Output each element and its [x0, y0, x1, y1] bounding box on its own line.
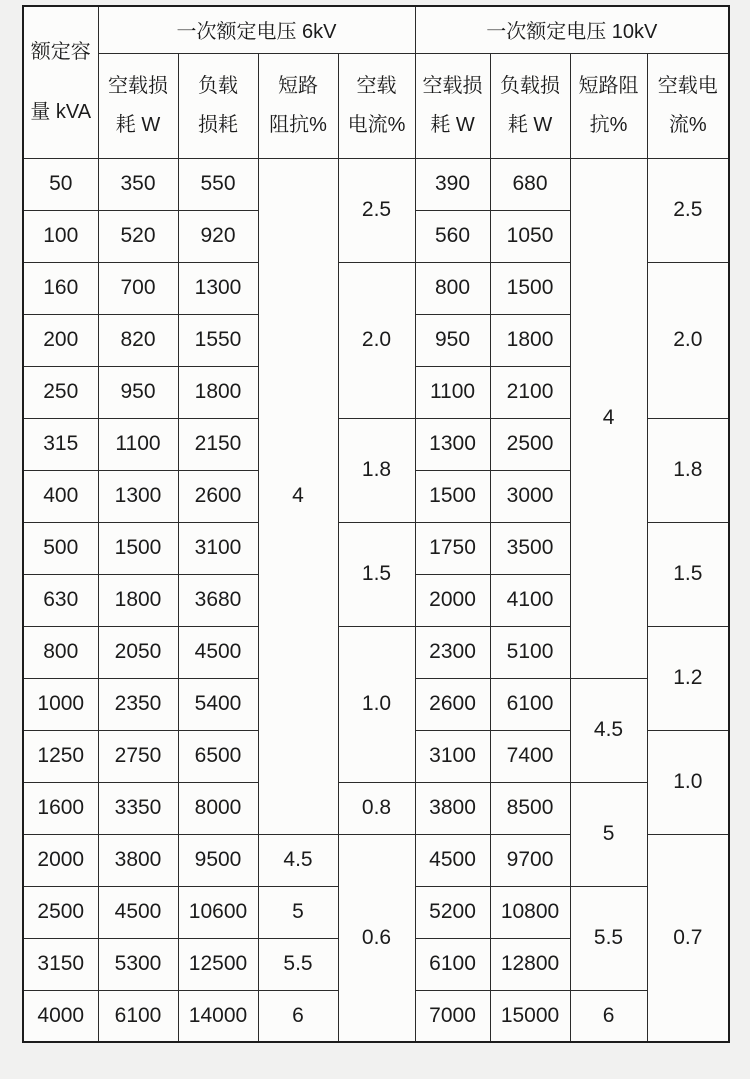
- cell-load-6kv: 550: [178, 158, 258, 210]
- cell-kva: 50: [23, 158, 98, 210]
- cell-load-6kv: 14000: [178, 990, 258, 1042]
- cell-noload-6kv: 1100: [98, 418, 178, 470]
- cell-kva: 1250: [23, 730, 98, 782]
- cell-load-10kv: 7400: [490, 730, 570, 782]
- cell-noload-10kv: 1500: [415, 470, 490, 522]
- cell-kva: 4000: [23, 990, 98, 1042]
- cell-noload-10kv: 1300: [415, 418, 490, 470]
- cell-noload-10kv: 5200: [415, 886, 490, 938]
- cell-load-6kv: 3100: [178, 522, 258, 574]
- cell-noload-6kv: 2050: [98, 626, 178, 678]
- cell-noload-6kv: 2750: [98, 730, 178, 782]
- cell-impedance-10kv: 4.5: [570, 678, 647, 782]
- cell-current-10kv: 0.7: [647, 834, 729, 1042]
- cell-current-6kv: 2.0: [338, 262, 415, 418]
- cell-kva: 630: [23, 574, 98, 626]
- cell-impedance-6kv: 4.5: [258, 834, 338, 886]
- cell-load-6kv: 920: [178, 210, 258, 262]
- cell-load-10kv: 8500: [490, 782, 570, 834]
- cell-impedance-10kv: 5: [570, 782, 647, 886]
- cell-load-10kv: 1800: [490, 314, 570, 366]
- cell-load-10kv: 5100: [490, 626, 570, 678]
- cell-kva: 160: [23, 262, 98, 314]
- header-capacity-line2: 量 kVA: [30, 101, 92, 124]
- cell-current-6kv: 0.6: [338, 834, 415, 1042]
- cell-load-6kv: 2150: [178, 418, 258, 470]
- cell-noload-6kv: 350: [98, 158, 178, 210]
- cell-kva: 2500: [23, 886, 98, 938]
- cell-current-6kv: 1.8: [338, 418, 415, 522]
- cell-noload-10kv: 950: [415, 314, 490, 366]
- cell-load-10kv: 10800: [490, 886, 570, 938]
- cell-noload-6kv: 3350: [98, 782, 178, 834]
- cell-noload-6kv: 520: [98, 210, 178, 262]
- cell-current-6kv: 1.5: [338, 522, 415, 626]
- cell-load-6kv: 8000: [178, 782, 258, 834]
- cell-noload-6kv: 6100: [98, 990, 178, 1042]
- cell-current-6kv: 2.5: [338, 158, 415, 262]
- cell-load-10kv: 3500: [490, 522, 570, 574]
- cell-noload-10kv: 4500: [415, 834, 490, 886]
- cell-kva: 3150: [23, 938, 98, 990]
- cell-noload-6kv: 3800: [98, 834, 178, 886]
- cell-impedance-6kv: 5: [258, 886, 338, 938]
- cell-load-6kv: 6500: [178, 730, 258, 782]
- cell-load-10kv: 12800: [490, 938, 570, 990]
- cell-load-10kv: 1050: [490, 210, 570, 262]
- cell-load-10kv: 9700: [490, 834, 570, 886]
- cell-load-6kv: 1300: [178, 262, 258, 314]
- cell-noload-10kv: 560: [415, 210, 490, 262]
- header-loadloss-6kv: 负载 损耗: [178, 53, 258, 158]
- cell-load-10kv: 6100: [490, 678, 570, 730]
- cell-noload-6kv: 4500: [98, 886, 178, 938]
- cell-current-10kv: 2.0: [647, 262, 729, 418]
- cell-load-6kv: 1550: [178, 314, 258, 366]
- cell-load-10kv: 15000: [490, 990, 570, 1042]
- header-impedance-6kv: 短路 阻抗%: [258, 53, 338, 158]
- cell-noload-10kv: 390: [415, 158, 490, 210]
- transformer-spec-table: [22, 5, 730, 1043]
- cell-kva: 800: [23, 626, 98, 678]
- cell-noload-10kv: 1750: [415, 522, 490, 574]
- cell-load-10kv: 3000: [490, 470, 570, 522]
- cell-noload-10kv: 3800: [415, 782, 490, 834]
- cell-kva: 1000: [23, 678, 98, 730]
- cell-load-10kv: 680: [490, 158, 570, 210]
- cell-current-6kv: 0.8: [338, 782, 415, 834]
- cell-current-10kv: 1.2: [647, 626, 729, 730]
- cell-load-10kv: 1500: [490, 262, 570, 314]
- cell-current-10kv: 1.0: [647, 730, 729, 834]
- cell-current-6kv: 1.0: [338, 626, 415, 782]
- cell-load-6kv: 3680: [178, 574, 258, 626]
- header-group-6kv: 一次额定电压 6kV: [98, 6, 415, 53]
- cell-impedance-6kv: 6: [258, 990, 338, 1042]
- cell-kva: 1600: [23, 782, 98, 834]
- cell-impedance-10kv: 6: [570, 990, 647, 1042]
- table-row: [23, 158, 729, 210]
- cell-load-6kv: 1800: [178, 366, 258, 418]
- transformer-spec-table-wrap: [22, 5, 730, 1043]
- cell-noload-10kv: 7000: [415, 990, 490, 1042]
- cell-load-10kv: 2100: [490, 366, 570, 418]
- cell-kva: 100: [23, 210, 98, 262]
- header-capacity: [23, 6, 98, 158]
- cell-noload-10kv: 2300: [415, 626, 490, 678]
- cell-noload-10kv: 2000: [415, 574, 490, 626]
- header-noload-6kv: 空载损 耗 W: [98, 53, 178, 158]
- cell-kva: 500: [23, 522, 98, 574]
- header-group-row: [23, 6, 729, 53]
- cell-load-10kv: 2500: [490, 418, 570, 470]
- header-current-6kv: 空载 电流%: [338, 53, 415, 158]
- cell-noload-10kv: 3100: [415, 730, 490, 782]
- cell-noload-6kv: 5300: [98, 938, 178, 990]
- cell-current-10kv: 1.5: [647, 522, 729, 626]
- header-impedance-10kv: 短路阻 抗%: [570, 53, 647, 158]
- cell-noload-6kv: 2350: [98, 678, 178, 730]
- header-group-10kv: 一次额定电压 10kV: [415, 6, 729, 53]
- cell-noload-10kv: 6100: [415, 938, 490, 990]
- cell-noload-6kv: 1300: [98, 470, 178, 522]
- header-loadloss-10kv: 负载损 耗 W: [490, 53, 570, 158]
- cell-kva: 400: [23, 470, 98, 522]
- cell-kva: 250: [23, 366, 98, 418]
- cell-load-6kv: 12500: [178, 938, 258, 990]
- cell-load-6kv: 10600: [178, 886, 258, 938]
- cell-current-10kv: 1.8: [647, 418, 729, 522]
- cell-load-10kv: 4100: [490, 574, 570, 626]
- cell-load-6kv: 9500: [178, 834, 258, 886]
- cell-current-10kv: 2.5: [647, 158, 729, 262]
- cell-kva: 2000: [23, 834, 98, 886]
- table-row: [23, 782, 729, 834]
- cell-noload-10kv: 2600: [415, 678, 490, 730]
- header-sub-row: [23, 53, 729, 158]
- cell-noload-10kv: 1100: [415, 366, 490, 418]
- cell-load-6kv: 5400: [178, 678, 258, 730]
- cell-impedance-10kv: 5.5: [570, 886, 647, 990]
- cell-noload-6kv: 700: [98, 262, 178, 314]
- cell-impedance-6kv: 4: [258, 158, 338, 834]
- header-noload-10kv: 空载损 耗 W: [415, 53, 490, 158]
- header-capacity-line1: 额定容: [30, 41, 91, 64]
- cell-kva: 315: [23, 418, 98, 470]
- cell-impedance-6kv: 5.5: [258, 938, 338, 990]
- cell-kva: 200: [23, 314, 98, 366]
- cell-impedance-10kv: 4: [570, 158, 647, 678]
- cell-noload-6kv: 1800: [98, 574, 178, 626]
- cell-noload-6kv: 1500: [98, 522, 178, 574]
- cell-load-6kv: 4500: [178, 626, 258, 678]
- cell-noload-10kv: 800: [415, 262, 490, 314]
- cell-noload-6kv: 950: [98, 366, 178, 418]
- cell-noload-6kv: 820: [98, 314, 178, 366]
- header-current-10kv: 空载电 流%: [647, 53, 729, 158]
- cell-load-6kv: 2600: [178, 470, 258, 522]
